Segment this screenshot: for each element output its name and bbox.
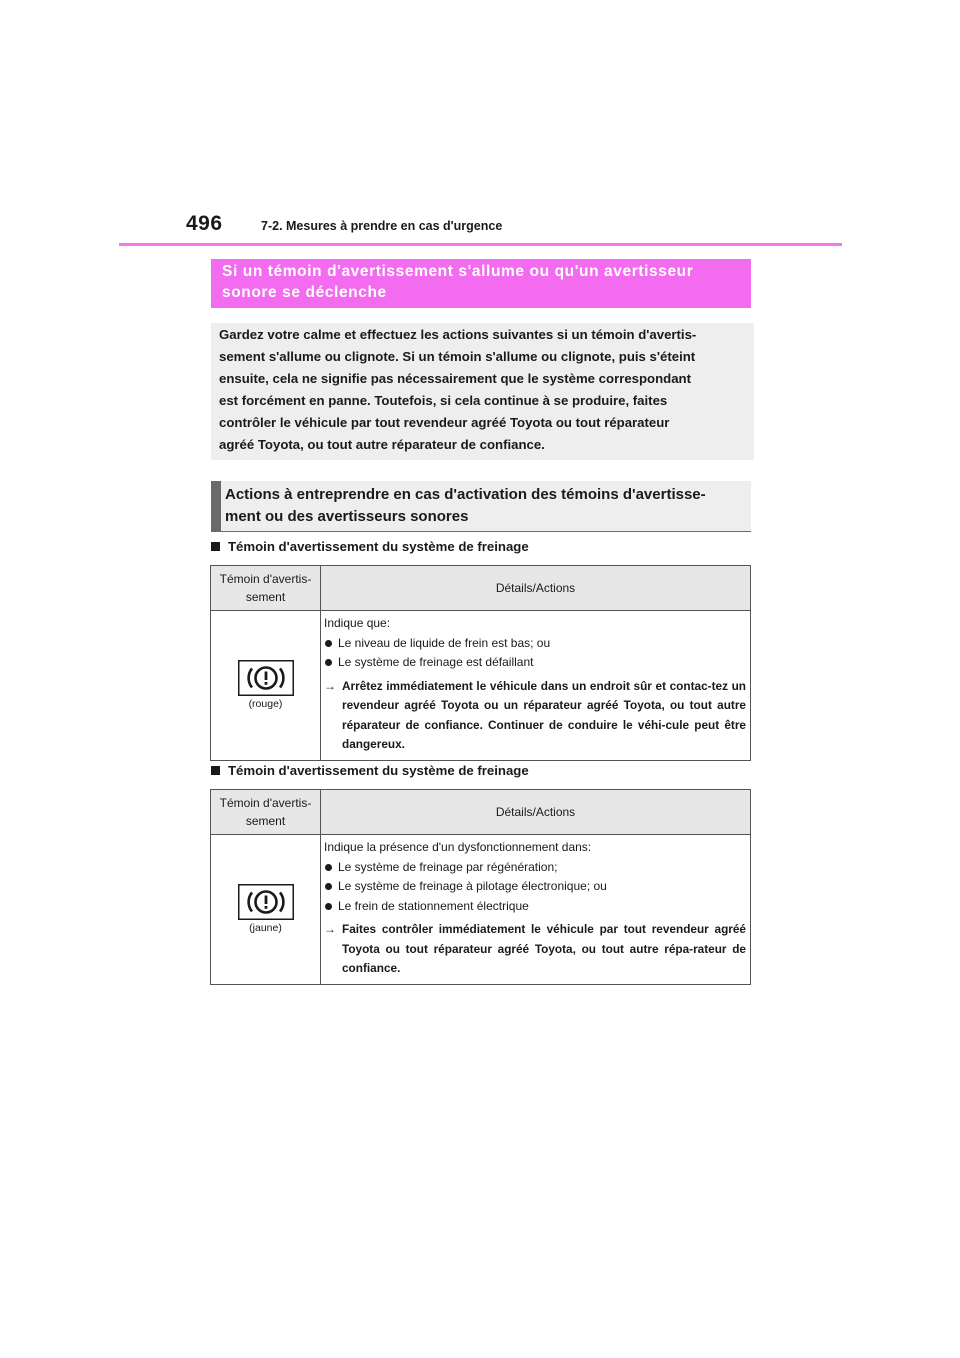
warning-light-cell [211,835,321,985]
list-item [324,897,746,917]
bullet-dot-icon [325,659,332,666]
intro-paragraph-box [211,323,754,460]
bullet-dot-icon [325,640,332,647]
warning-light-cell [211,611,321,761]
table-header-row [211,566,751,611]
list-item-text: Le système de freinage à pilotage électronique; ou [338,879,607,893]
subsection-heading [211,539,529,554]
page-number: 496 [186,212,223,235]
intro-line: agréé Toyota, ou tout autre réparateur de confiance. [219,436,545,452]
section-reference: 7-2. Mesures à prendre en cas d'urgence [261,219,503,233]
header-warning-light [211,790,321,835]
header-line: Témoin d'avertis- [219,796,312,810]
header-line: sement [245,814,286,828]
header-line: Témoin d'avertis- [219,572,312,586]
arrow-right-icon: → [324,922,336,936]
bullet-dot-icon [325,883,332,890]
bullet-dot-icon [325,903,332,910]
table-row [211,611,751,761]
header-details-actions: Détails/Actions [321,790,751,835]
list-item [324,858,746,878]
subbanner-line-2: ment ou des avertisseurs sonores [225,507,469,525]
warning-table [210,789,751,985]
action-instruction [324,677,746,755]
brake-warning-icon [238,660,294,696]
details-cell [321,611,751,761]
intro-line: est forcément en panne. Toutefois, si cela continue à se produire, faites [219,392,668,408]
intro-line: sement s'allume ou clignote. Si un témoin s'allume ou clignote, puis s'éteint [219,348,696,364]
intro-line: Gardez votre calme et effectuez les actions suivantes si un témoin d'avertis- [219,327,697,342]
arrow-right-icon: → [324,678,336,693]
table-row [211,835,751,985]
header-divider [119,243,842,246]
list-item-text: Le système de freinage est défaillant [338,655,534,669]
details-cell [321,835,751,985]
action-text: Arrêtez immédiatement le véhicule dans un endroit sûr et contac-tez un revendeur agréé Toyota ou un réparateur agréé Toyota, ou tout autre réparateur de confiance. Continuer de conduire le véhi-cule peut être dangereux. [342,678,746,751]
table-header-row [211,790,751,835]
subbanner-line-1: Actions à entreprendre en cas d'activation des témoins d'avertisse- [225,486,706,503]
header-details-actions: Détails/Actions [321,566,751,611]
banner-line-2: sonore se déclenche [222,284,387,301]
action-text: Faites contrôler immédiatement le véhicule par tout revendeur agréé Toyota ou tout réparateur agréé Toyota, ou tout autre répa-rateur de confiance. [342,922,746,975]
intro-line: ensuite, cela ne signifie pas nécessairement que le système correspondant [219,370,692,386]
square-bullet-icon [211,766,220,775]
list-item-text: Le frein de stationnement électrique [338,898,529,913]
details-intro: Indique que: [324,616,391,630]
icon-caption: (rouge) [248,697,283,710]
warning-table [210,565,751,761]
header-warning-light [211,566,321,611]
list-item [324,653,746,673]
square-bullet-icon [211,542,220,551]
subsection-heading [211,763,529,778]
subsection-heading-text: Témoin d'avertissement du système de freinage [228,539,529,554]
brake-warning-icon [238,884,294,920]
list-item-text: Le système de freinage par régénération; [338,859,558,874]
list-item [324,877,746,897]
list-item [324,634,746,654]
subsection-heading-text: Témoin d'avertissement du système de freinage [228,763,529,778]
action-instruction [324,920,746,979]
header-line: sement [245,590,286,604]
section-title-banner [211,259,751,308]
subsection-title-banner [211,481,751,532]
icon-caption: (jaune) [249,921,282,934]
list-item-text: Le niveau de liquide de frein est bas; ou [338,635,551,650]
intro-line: contrôler le véhicule par tout revendeur agréé Toyota ou tout réparateur [219,414,670,430]
details-intro: Indique la présence d'un dysfonctionnement dans: [324,840,592,854]
banner-line-1: Si un témoin d'avertissement s'allume ou qu'un avertisseur [222,263,694,280]
bullet-dot-icon [325,864,332,871]
